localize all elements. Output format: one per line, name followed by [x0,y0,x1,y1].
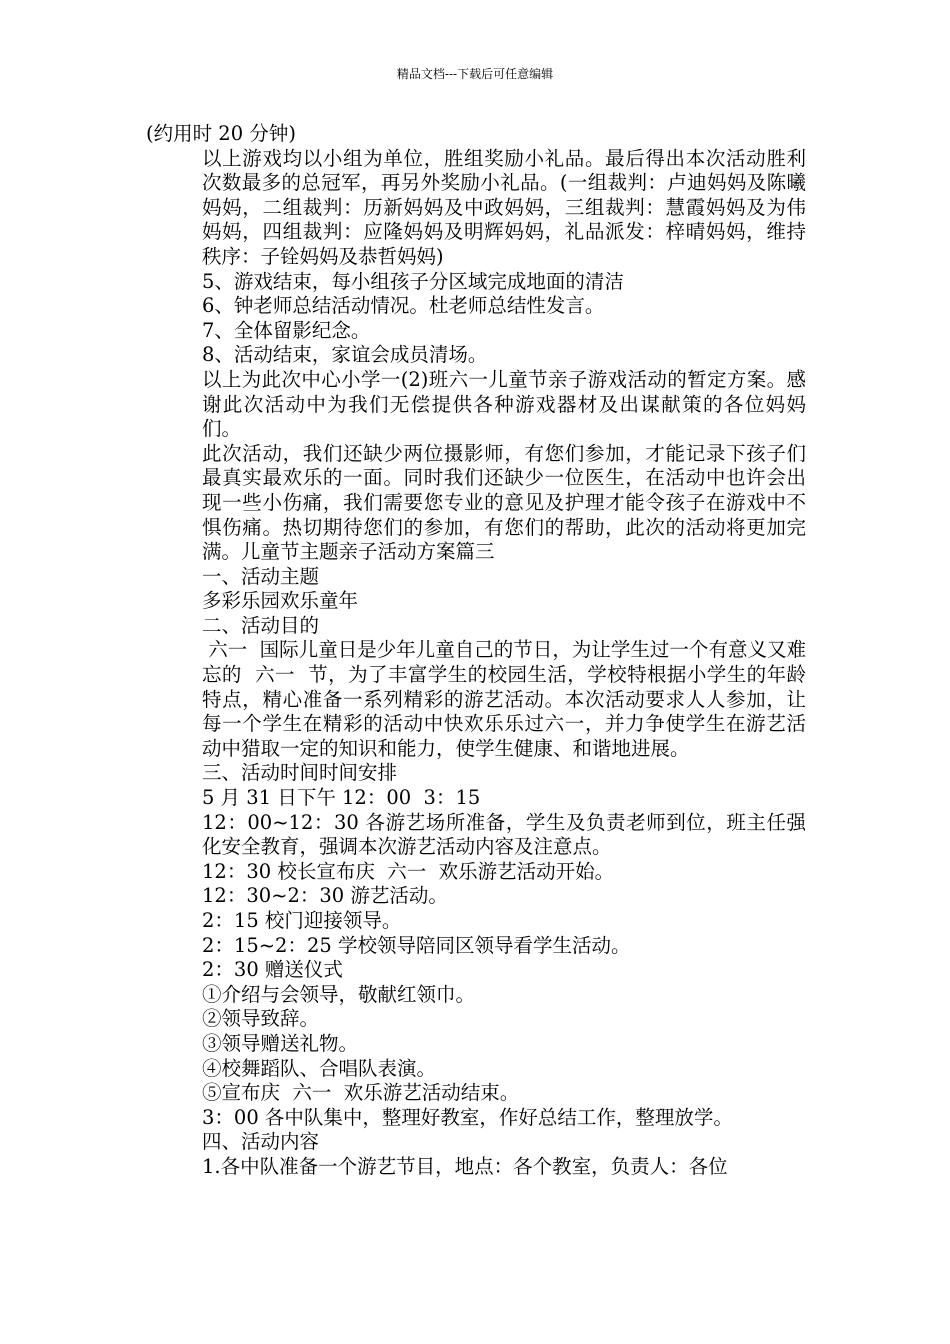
paragraph: 以上游戏均以小组为单位，胜组奖励小礼品。最后得出本次活动胜利次数最多的总冠军，再另外奖励小礼品。(一组裁判：卢迪妈妈及陈曦妈妈，二组裁判：历新妈妈及中政妈妈，三组裁判：慧霞妈妈及为伟妈妈，四组裁判：应隆妈妈及明辉妈妈，礼品派发：梓晴妈妈，维持秩序：子铨妈妈及恭哲妈妈) [202,146,806,268]
paragraph: 以上为此次中心小学一(2)班六一儿童节亲子游戏活动的暂定方案。感谢此次活动中为我们无偿提供各种游戏器材及出谋献策的各位妈妈们。 [202,367,806,441]
paragraph: 2：15~2：25 学校领导陪同区领导看学生活动。 [202,933,631,957]
paragraph: 一、活动主题 [202,564,320,588]
paragraph: 1.各中队准备一个游艺节目，地点：各个教室，负责人：各位 [202,1154,728,1178]
page-header: 精品文档---下载后可任意编辑 [396,67,554,81]
paragraph: 5 月 31 日下午 12：00 3：15 [202,786,481,810]
paragraph: 2：30 赠送仪式 [202,958,343,982]
paragraph: 四、活动内容 [202,1130,320,1154]
paragraph: 12：30~2：30 游艺活动。 [202,884,448,908]
paragraph: 8、活动结束，家谊会成员清场。 [202,343,488,367]
paragraph: 12：00~12：30 各游艺场所准备，学生及负责老师到位，班主任强化安全教育，强调本次游艺活动内容及注意点。 [202,810,806,859]
paragraph: 5、游戏结束，每小组孩子分区域完成地面的清洁 [202,269,624,293]
paragraph: 此次活动，我们还缺少两位摄影师，有您们参加，才能记录下孩子们最真实最欢乐的一面。同时我们还缺少一位医生，在活动中也许会出现一些小伤痛，我们需要您专业的意见及护理才能令孩子在游戏中不惧伤痛。热切期待您们的参加，有您们的帮助，此次的活动将更加完满。儿童节主题亲子活动方案篇三 [202,441,806,564]
paragraph: 多彩乐园欢乐童年 [202,589,359,613]
paragraph: (约用时 20 分钟) [146,122,296,145]
paragraph: ③领导赠送礼物。 [202,1031,359,1055]
paragraph: 6、钟老师总结活动情况。杜老师总结性发言。 [202,294,605,318]
paragraph: ②领导致辞。 [202,1007,320,1031]
paragraph: 3：00 各中队集中，整理好教室，作好总结工作，整理放学。 [202,1105,733,1129]
paragraph: 2：15 校门迎接领导。 [202,909,402,932]
paragraph: 7、全体留影纪念。 [202,318,371,342]
paragraph: 三、活动时间时间安排 [202,761,398,785]
paragraph: 12：30 校长宣布庆 六一 欢乐游艺活动开始。 [202,859,615,883]
paragraph: 六一 国际儿童日是少年儿童自己的节日，为让学生过一个有意义又难忘的 六一 节，为了丰富学生的校园生活，学校特根据小学生的年龄特点，精心准备一系列精彩的游艺活动。本次活动要求人人参加，让每一个学生在精彩的活动中快欢乐乐过六一，并力争使学生在游艺活动中猎取一定的知识和能力，使学生健康、和谐地进展。 [202,638,806,760]
paragraph: ④校舞蹈队、合唱队表演。 [202,1056,437,1080]
paragraph: ①介绍与会领导，敬献红领巾。 [202,982,476,1006]
paragraph: ⑤宣布庆 六一 欢乐游艺活动结束。 [202,1081,520,1105]
paragraph: 二、活动目的 [202,613,320,637]
document-body [146,122,806,1180]
